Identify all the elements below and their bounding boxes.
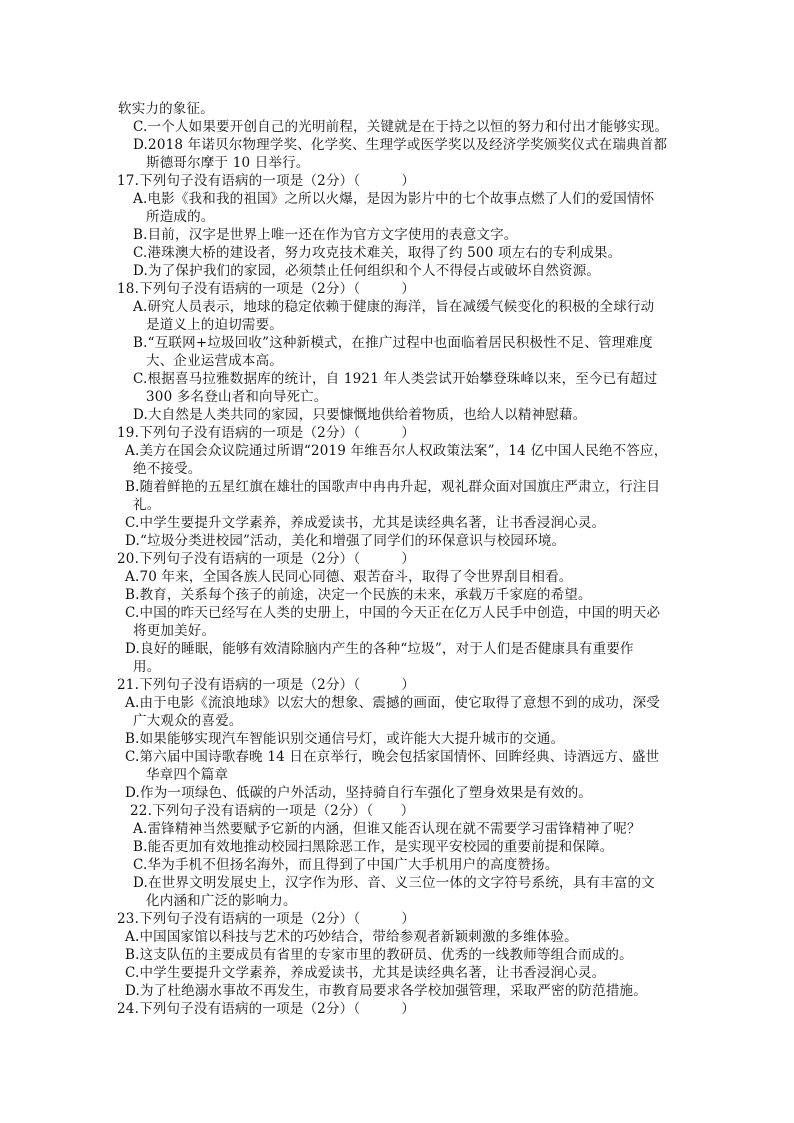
- answer-option: C.中学生要提升文学素养，养成爱读书，尤其是读经典名著，让书香浸润心灵。: [125, 515, 606, 531]
- answer-option: D.大自然是人类共同的家园，只要慷慨地供给着物质，也给人以精神慰藉。: [133, 407, 587, 423]
- answer-option: A.电影《我和我的祖国》之所以火爆，是因为影片中的七个故事点燃了人们的爱国情怀: [133, 191, 655, 207]
- answer-option: C.中学生要提升文学素养，养成爱读书，尤其是读经典名著，让书香浸润心灵。: [125, 965, 606, 981]
- answer-option: D.为了杜绝溺水事故不再发生，市教育局要求各学校加强管理，采取严密的防范措施。: [125, 983, 647, 999]
- answer-option: B.目前，汉字是世界上唯一还在作为官方文字使用的表意文字。: [133, 227, 518, 243]
- text-line: 软实力的象征。: [118, 101, 214, 117]
- question-stem: 19.下列句子没有语病的一项是（2分）（ ）: [117, 425, 416, 441]
- question-stem: 21.下列句子没有语病的一项是（2分）（ ）: [117, 677, 416, 693]
- text-line: 广大观众的喜爱。: [133, 713, 243, 729]
- text-line: 斯德哥尔摩于 10 日举行。: [146, 155, 310, 171]
- answer-option: D.良好的睡眠，能够有效清除脑内产生的各种“垃圾”，对于人们是否健康具有重要作: [125, 641, 634, 657]
- answer-option: D.在世界文明发展史上，汉字作为形、音、义三位一体的文字符号系统，具有丰富的文: [133, 875, 655, 891]
- text-line: 300 多名登山者和向导死亡。: [146, 389, 328, 405]
- question-stem: 23.下列句子没有语病的一项是（2分）（ ）: [117, 911, 416, 927]
- answer-option: B.如果能够实现汽车智能识别交通信号灯，或许能大大提升城市的交通。: [125, 731, 565, 747]
- question-stem: 18.下列句子没有语病的一项是（2分）（ ）: [117, 281, 416, 297]
- answer-option: D.作为一项绿色、低碳的户外活动，坚持骑自行车强化了塑身效果是有效的。: [125, 785, 593, 801]
- answer-option: C.中国的昨天已经写在人类的史册上，中国的今天正在亿万人民手中创造，中国的明天必: [125, 605, 661, 621]
- answer-option: D.为了保护我们的家园，必须禁止任何组织和个人不得侵占或破坏自然资源。: [133, 263, 601, 279]
- answer-option: D.2018 年诺贝尔物理学奖、化学奖、生理学或医学奖以及经济学奖颁奖仪式在瑞典首都: [133, 137, 668, 153]
- answer-option: C.第六届中国诗歌春晚 14 日在京举行，晚会包括家国情怀、回眸经典、诗酒远方、盛世: [125, 749, 660, 765]
- answer-option: A.美方在国会众议院通过所谓“2019 年维吾尔人权政策法案”，14 亿中国人民绝不答应，: [125, 443, 668, 459]
- answer-option: B.能否更加有效地推动校园扫黑除恶工作，是实现平安校园的重要前提和保障。: [133, 839, 614, 855]
- text-line: 用。: [133, 659, 161, 675]
- answer-option: B.教育，关系每个孩子的前途，决定一个民族的未来，承载万千家庭的希望。: [125, 587, 592, 603]
- answer-option: A.70 年来，全国各族人民同心同德、艰苦奋斗，取得了令世界刮目相看。: [125, 569, 573, 585]
- answer-option: A.研究人员表示，地球的稳定依赖于健康的海洋，旨在减缓气候变化的积极的全球行动: [133, 299, 655, 315]
- answer-option: C.华为手机不但扬名海外，而且得到了中国广大手机用户的高度赞扬。: [133, 857, 559, 873]
- text-line: 所造成的。: [146, 209, 215, 225]
- text-line: 绝不接受。: [133, 461, 202, 477]
- question-stem: 20.下列句子没有语病的一项是（2分）（ ）: [117, 551, 416, 567]
- answer-option: B.这支队伍的主要成员有省里的专家市里的教研员、优秀的一线教师等组合而成的。: [125, 947, 633, 963]
- question-stem: 22.下列句子没有语病的一项是（2分）（ ）: [130, 803, 415, 819]
- answer-option: A.雷锋精神当然要赋予它新的内涵，但谁又能否认现在就不需要学习雷锋精神了呢？: [133, 821, 641, 837]
- answer-option: A.由于电影《流浪地球》以宏大的想象、震撼的画面，使它取得了意想不到的成功，深受: [125, 695, 661, 711]
- answer-option: C.根据喜马拉雅数据库的统计，自 1921 年人类尝试开始攀登珠峰以来，至今已有超过: [133, 371, 658, 387]
- answer-option: D.“垃圾分类进校园”活动，美化和增强了同学们的环保意识与校园环境。: [125, 533, 566, 549]
- text-line: 化内涵和广泛的影响力。: [146, 893, 297, 909]
- text-line: 礼。: [133, 497, 161, 513]
- answer-option: C.港珠澳大桥的建设者，努力攻克技术难关，取得了约 500 项左右的专利成果。: [133, 245, 622, 261]
- answer-option: C.一个人如果要开创自己的光明前程，关键就是在于持之以恒的努力和付出才能够实现。: [133, 119, 669, 135]
- text-line: 华章四个篇章: [146, 767, 229, 783]
- answer-option: B.随着鲜艳的五星红旗在雄壮的国歌声中冉冉升起，观礼群众面对国旗庄严肃立，行注目: [125, 479, 661, 495]
- answer-option: B.“互联网+垃圾回收”这种新模式，在推广过程中也面临着居民积极性不足、管理难度: [133, 335, 653, 351]
- text-line: 是道义上的迫切需要。: [146, 317, 283, 333]
- answer-option: A.中国国家馆以科技与艺术的巧妙结合，带给参观者新颖刺激的多维体验。: [125, 929, 578, 945]
- text-line: 大、企业运营成本高。: [146, 353, 283, 369]
- question-stem: 24.下列句子没有语病的一项是（2分）（ ）: [117, 1001, 416, 1017]
- text-line: 将更加美好。: [133, 623, 216, 639]
- question-stem: 17.下列句子没有语病的一项是（2分）（ ）: [117, 173, 416, 189]
